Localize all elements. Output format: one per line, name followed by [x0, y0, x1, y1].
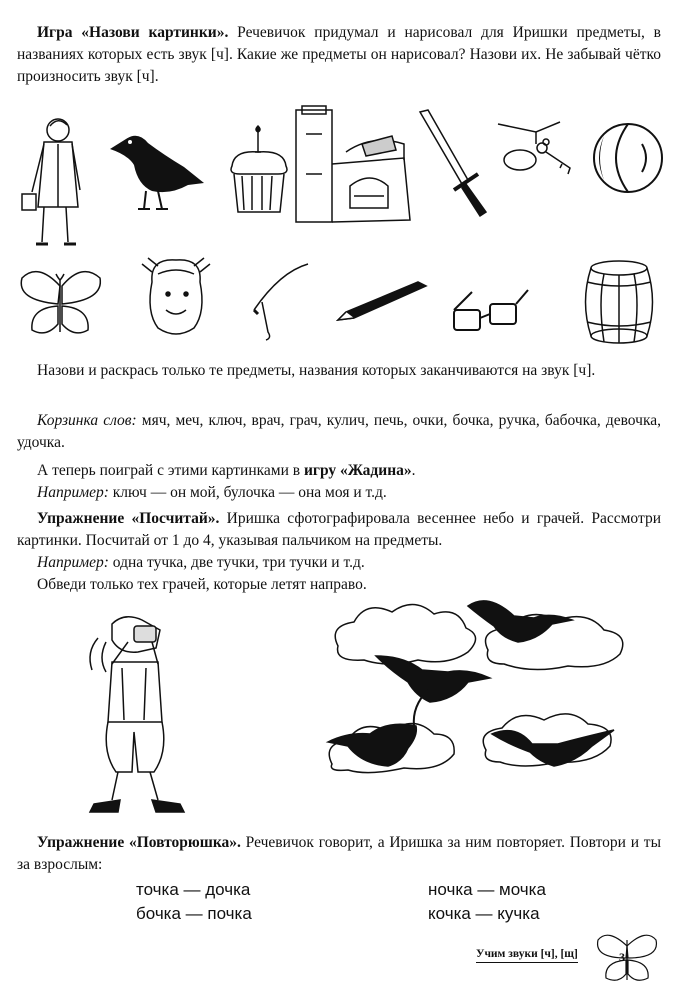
color-task-paragraph: Назови и раскрась только те предметы, названия которых заканчиваются на звук [ч]. [37, 362, 596, 379]
word-pairs-left [136, 878, 252, 926]
repeat-exercise-text: Речевичок говорит, а Иришка за ним повторяет. Повтори и ты за взрослым: [17, 834, 661, 873]
intro-paragraph [17, 22, 661, 88]
basket-words: мяч, меч, ключ, врач, грач, кулич, печь, очки, бочка, ручка, бабочка, девочка, удочка. [17, 412, 661, 451]
intro-text: Речевичок придумал и нарисовал для Иришки предметы, в названиях которых есть звук [ч]. Какие же предметы он нарисовал? Назови их. Не забывай чётко произносить звук [ч]. [17, 24, 662, 85]
rook-picture [104, 125, 209, 215]
count-task: Обведи только тех грачей, которые летят направо. [37, 576, 367, 593]
pen-picture [334, 276, 434, 326]
basket-label: Корзинка слов: [37, 412, 137, 429]
count-exercise-title: Упражнение «Посчитай». [37, 510, 220, 527]
girl-with-camera-picture [72, 612, 200, 822]
ball-picture [590, 120, 670, 196]
rook-3 [328, 724, 416, 766]
count-exercise-paragraph [17, 508, 661, 552]
footer-label: Учим звуки [ч], [щ] [476, 948, 578, 963]
repeat-exercise-title: Упражнение «Повторюшка». [37, 834, 241, 851]
rook-2 [376, 656, 490, 702]
greedy-example-label: Например: [37, 484, 109, 501]
word-pair: кочка — кучка [428, 904, 540, 923]
page-number: 3 [619, 950, 625, 964]
count-example-text: одна тучка, две тучки, три тучки и т.д. [108, 554, 365, 571]
word-pair: ночка — мочка [428, 880, 546, 899]
greedy-text: А теперь поиграй с этими картинками в [37, 462, 304, 479]
repeat-exercise-paragraph [17, 832, 661, 876]
game-title: Игра «Назови картинки». [37, 24, 229, 41]
glasses-picture [450, 288, 530, 338]
count-example-label: Например: [37, 554, 109, 571]
greedy-example [17, 482, 661, 504]
sky-with-rooks-picture [318, 586, 648, 802]
word-pair: бочка — почка [136, 904, 252, 923]
count-exercise-text: Иришка сфотографировала весеннее небо и грачей. Рассмотри картинки. Посчитай от 1 до 4, указывая пальчиком на предметы. [17, 510, 661, 549]
kulich-picture [224, 122, 294, 218]
keys-picture [496, 118, 586, 182]
butterfly-page-icon [594, 930, 660, 986]
count-example [17, 552, 661, 574]
word-pair: точка — дочка [136, 880, 251, 899]
butterfly-picture [16, 266, 104, 342]
word-pairs-right [428, 878, 546, 926]
doctor-picture [14, 112, 89, 252]
greedy-example-text: ключ — он мой, булочка — она моя и т.д. [108, 484, 387, 501]
rook-4 [492, 730, 614, 766]
barrel-picture [578, 258, 660, 346]
greedy-game-name: игру «Жадина» [303, 462, 412, 479]
fishing-rod-picture [250, 262, 310, 342]
cloud-1 [335, 604, 475, 664]
stove-picture [292, 104, 416, 228]
rook-1 [468, 601, 572, 642]
girl-picture [136, 252, 218, 342]
greedy-game-paragraph [17, 460, 661, 482]
greedy-text-end: . [411, 462, 416, 479]
word-basket-paragraph [17, 410, 661, 454]
sword-picture [414, 108, 494, 218]
